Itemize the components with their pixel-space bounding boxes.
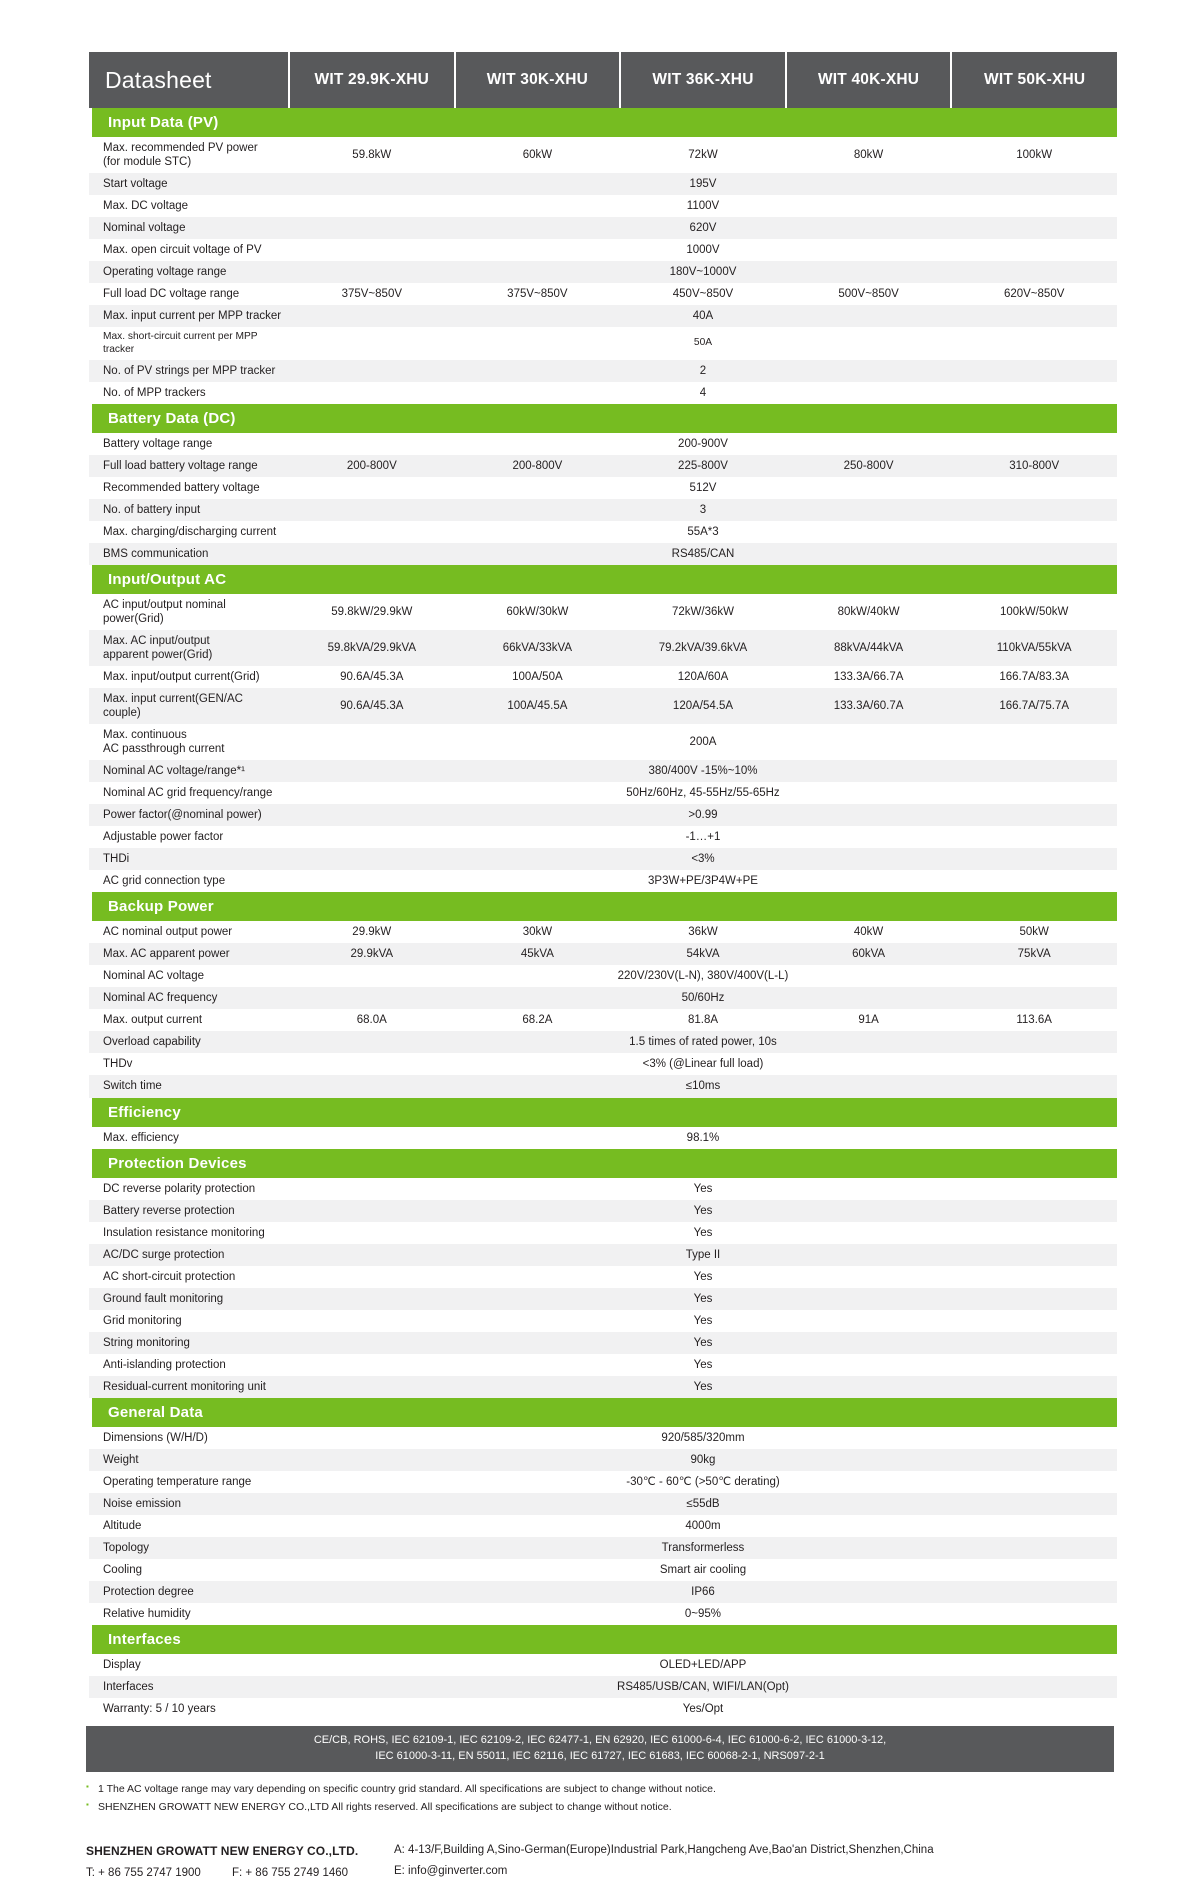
spec-row xyxy=(89,543,1117,565)
spec-row xyxy=(89,137,1117,173)
spec-value-all: >0.99 xyxy=(289,804,1117,826)
spec-value-2: 450V~850V xyxy=(672,288,734,301)
spec-row xyxy=(89,782,1117,804)
table-body xyxy=(89,52,1117,1720)
spec-label: Max. input current per MPP tracker xyxy=(89,305,289,327)
spec-row xyxy=(89,1332,1117,1354)
spec-row xyxy=(89,1127,1117,1149)
page-title: Datasheet xyxy=(89,52,289,108)
spec-label: Residual-current monitoring unit xyxy=(89,1376,289,1398)
note-item: ▪ 1 The AC voltage range may vary depending on specific country grid standard. All specifications are subject to change without notice. xyxy=(86,1781,1114,1799)
spec-label: Operating temperature range xyxy=(103,1475,252,1488)
spec-label: Nominal AC grid frequency/range xyxy=(103,787,273,800)
spec-value-all: 50/60Hz xyxy=(289,987,1117,1009)
spec-value-all: 620V xyxy=(289,217,1117,239)
spec-value-0: 68.0A xyxy=(356,1014,387,1027)
spec-value-all: Yes/Opt xyxy=(682,1702,724,1715)
section-header-row xyxy=(89,404,1117,433)
spec-value-all: 195V xyxy=(289,173,1117,195)
spec-row xyxy=(89,1031,1117,1053)
spec-row xyxy=(89,1581,1117,1603)
spec-value-all: 1000V xyxy=(686,244,720,257)
spec-value-4: 50kW xyxy=(1019,926,1049,939)
note-item: ▪ SHENZHEN GROWATT NEW ENERGY CO.,LTD All rights reserved. All specifications are subject to change without notice. xyxy=(86,1799,1114,1817)
spec-value-all: 3P3W+PE/3P4W+PE xyxy=(648,875,758,888)
spec-label: Protection degree xyxy=(89,1581,289,1603)
spec-value-all: RS485/USB/CAN, WIFI/LAN(Opt) xyxy=(289,1676,1117,1698)
spec-value-all: Yes xyxy=(289,1288,1117,1310)
spec-label: Max. AC input/output apparent power(Grid) xyxy=(89,630,289,666)
spec-value-0: 90.6A/45.3A xyxy=(289,688,455,724)
spec-row xyxy=(89,261,1117,283)
section-title: Input/Output AC xyxy=(89,565,1117,594)
spec-value-all: Yes xyxy=(693,1270,713,1283)
spec-value-all: IP66 xyxy=(289,1581,1117,1603)
spec-value-3: 60kVA xyxy=(786,943,952,965)
spec-value-1: 100A/45.5A xyxy=(455,688,621,724)
company-address: A: 4-13/F,Building A,Sino-German(Europe)Industrial Park,Hangcheng Ave,Bao'an District,Shenzhen,China xyxy=(394,1844,934,1857)
spec-value-all: Yes xyxy=(693,1182,713,1195)
spec-value-1: 60kW/30kW xyxy=(506,606,569,619)
spec-value-all: 380/400V -15%~10% xyxy=(289,760,1117,782)
section-title: Input Data (PV) xyxy=(89,108,1117,137)
spec-value-all: 98.1% xyxy=(686,1131,720,1144)
spec-label: AC short-circuit protection xyxy=(103,1270,236,1283)
spec-value-0: 200-800V xyxy=(289,455,455,477)
spec-value-4: 100kW xyxy=(1016,149,1053,161)
spec-label: String monitoring xyxy=(89,1332,289,1354)
spec-label: Recommended battery voltage xyxy=(103,482,260,495)
spec-value-3: 133.3A/66.7A xyxy=(833,671,904,684)
spec-value-0: 59.8kVA/29.9kVA xyxy=(289,630,455,666)
spec-value-all: 200A xyxy=(689,736,717,749)
spec-value-3: 91A xyxy=(858,1014,879,1027)
spec-label: Max. DC voltage xyxy=(103,200,189,213)
spec-label: Overload capability xyxy=(89,1031,289,1053)
spec-value-all: 2 xyxy=(289,360,1117,382)
spec-row xyxy=(89,1222,1117,1244)
spec-row xyxy=(89,688,1117,724)
spec-row xyxy=(89,477,1117,499)
spec-row xyxy=(89,1288,1117,1310)
spec-value-0: 375V~850V xyxy=(341,288,403,301)
spec-value-1: 60kW xyxy=(522,149,553,161)
spec-row xyxy=(89,760,1117,782)
spec-value-all: 920/585/320mm xyxy=(661,1431,745,1444)
spec-row xyxy=(89,826,1117,848)
spec-row xyxy=(89,848,1117,870)
page-footer xyxy=(86,1844,1114,1879)
spec-label: AC/DC surge protection xyxy=(89,1244,289,1266)
spec-value-0: 59.8kW xyxy=(352,149,392,161)
spec-label: Nominal AC frequency xyxy=(89,987,289,1009)
table-header-row xyxy=(89,52,1117,108)
section-title: Interfaces xyxy=(89,1625,1117,1654)
section-title: Efficiency xyxy=(89,1098,1117,1127)
section-header-row xyxy=(89,1398,1117,1427)
spec-label: Dimensions (W/H/D) xyxy=(103,1431,208,1444)
spec-value-all: 220V/230V(L-N), 380V/400V(L-L) xyxy=(617,970,789,983)
spec-row xyxy=(89,433,1117,455)
spec-label: Topology xyxy=(89,1537,289,1559)
spec-label: Max. charging/discharging current xyxy=(103,526,277,539)
spec-row xyxy=(89,1427,1117,1449)
spec-value-4: 75kVA xyxy=(951,943,1117,965)
spec-label: Cooling xyxy=(103,1563,142,1576)
footer-left xyxy=(86,1844,386,1879)
spec-value-all: 512V xyxy=(689,482,717,495)
spec-row xyxy=(89,1654,1117,1676)
spec-row xyxy=(89,1698,1117,1720)
spec-row xyxy=(89,965,1117,987)
section-title: Backup Power xyxy=(89,892,1117,921)
spec-row xyxy=(89,360,1117,382)
spec-value-3: 500V~850V xyxy=(838,288,899,301)
spec-label: Full load battery voltage range xyxy=(89,455,289,477)
spec-value-3: 80kW xyxy=(853,149,884,161)
spec-label: Interfaces xyxy=(89,1676,289,1698)
spec-value-2: 72kW xyxy=(688,149,718,161)
spec-value-all: Yes xyxy=(693,1314,713,1327)
spec-value-all: 1100V xyxy=(686,200,720,213)
spec-label: BMS communication xyxy=(89,543,289,565)
footer-right xyxy=(386,1844,1114,1879)
spec-value-all: 55A*3 xyxy=(687,526,719,539)
spec-value-4: 166.7A/75.7A xyxy=(951,688,1117,724)
spec-label: Noise emission xyxy=(89,1493,289,1515)
spec-label: No. of battery input xyxy=(89,499,289,521)
spec-row xyxy=(89,1559,1117,1581)
spec-value-all: ≤10ms xyxy=(289,1075,1117,1097)
spec-row xyxy=(89,1354,1117,1376)
spec-value-all: Yes xyxy=(289,1332,1117,1354)
spec-row xyxy=(89,1178,1117,1200)
spec-value-4: 166.7A/83.3A xyxy=(999,671,1070,684)
spec-row xyxy=(89,521,1117,543)
spec-row xyxy=(89,1676,1117,1698)
spec-label: Operating voltage range xyxy=(89,261,289,283)
spec-value-2: 72kW/36kW xyxy=(671,606,734,619)
spec-value-0: 59.8kW/29.9kW xyxy=(331,606,413,619)
spec-label: AC nominal output power xyxy=(103,926,233,939)
spec-label: Nominal AC voltage xyxy=(103,970,204,983)
spec-row xyxy=(89,305,1117,327)
telephone: T: + 86 755 2747 1900 xyxy=(86,1867,201,1879)
spec-value-all: Yes xyxy=(289,1200,1117,1222)
spec-value-3: 40kW xyxy=(853,926,884,939)
spec-value-all: Yes xyxy=(289,1376,1117,1398)
model-column-header-4: WIT 50K-XHU xyxy=(951,52,1117,108)
spec-value-all: -1…+1 xyxy=(685,831,721,844)
spec-value-all: 3 xyxy=(289,499,1117,521)
spec-row xyxy=(89,327,1117,360)
spec-value-all: 4 xyxy=(699,387,707,400)
spec-row xyxy=(89,921,1117,943)
spec-value-2: 120A/54.5A xyxy=(620,688,786,724)
spec-label: Max. AC apparent power xyxy=(89,943,289,965)
spec-value-1: 30kW xyxy=(522,926,553,939)
spec-value-all: 50A xyxy=(693,337,713,349)
certifications-bar xyxy=(86,1726,1114,1772)
spec-value-all: Yes xyxy=(693,1358,713,1371)
spec-label: Max. input/output current(Grid) xyxy=(103,671,260,684)
spec-value-2: 225-800V xyxy=(620,455,786,477)
spec-value-4: 113.6A xyxy=(1016,1014,1052,1027)
spec-label: Full load DC voltage range xyxy=(103,288,240,301)
spec-value-all: <3% xyxy=(289,848,1117,870)
spec-row xyxy=(89,1075,1117,1097)
spec-row xyxy=(89,382,1117,404)
spec-label: THDi xyxy=(89,848,289,870)
spec-value-all: 50Hz/60Hz, 45-55Hz/55-65Hz xyxy=(626,787,780,800)
contact-phone xyxy=(86,1867,386,1879)
spec-row xyxy=(89,499,1117,521)
spec-value-all: OLED+LED/APP xyxy=(659,1658,747,1671)
spec-row xyxy=(89,1603,1117,1625)
spec-label: Battery voltage range xyxy=(103,438,213,451)
spec-label: No. of MPP trackers xyxy=(103,387,206,400)
spec-value-1: 68.2A xyxy=(522,1014,553,1027)
spec-row xyxy=(89,1537,1117,1559)
spec-value-all: Type II xyxy=(289,1244,1117,1266)
spec-value-4: 620V~850V xyxy=(1003,288,1065,301)
spec-row xyxy=(89,1310,1117,1332)
company-email: E: info@ginverter.com xyxy=(394,1865,508,1878)
spec-value-all: <3% (@Linear full load) xyxy=(642,1058,764,1071)
spec-value-2: 120A/60A xyxy=(677,671,729,684)
spec-label: Altitude xyxy=(103,1519,142,1532)
spec-label: Anti-islanding protection xyxy=(103,1358,226,1371)
spec-value-2: 79.2kVA/39.6kVA xyxy=(620,630,786,666)
spec-row xyxy=(89,804,1117,826)
spec-value-4: 310-800V xyxy=(951,455,1117,477)
spec-value-1: 375V~850V xyxy=(507,288,568,301)
spec-row xyxy=(89,173,1117,195)
spec-label: AC grid connection type xyxy=(103,875,226,888)
spec-value-all: 90kg xyxy=(289,1449,1117,1471)
spec-label: Warranty: 5 / 10 years xyxy=(103,1702,216,1715)
model-column-header-1: WIT 30K-XHU xyxy=(455,52,621,108)
spec-value-3: 80kW/40kW xyxy=(837,606,900,619)
spec-value-all: Yes xyxy=(693,1226,713,1239)
section-header-row xyxy=(89,892,1117,921)
section-header-row xyxy=(89,108,1117,137)
spec-value-all: Transformerless xyxy=(289,1537,1117,1559)
spec-value-1: 45kVA xyxy=(455,943,621,965)
spec-label: AC input/output nominal power(Grid) xyxy=(103,599,226,626)
spec-row xyxy=(89,1244,1117,1266)
spec-row xyxy=(89,1266,1117,1288)
spec-label: Ground fault monitoring xyxy=(89,1288,289,1310)
spec-row xyxy=(89,1493,1117,1515)
spec-label: Switch time xyxy=(89,1075,289,1097)
spec-row xyxy=(89,630,1117,666)
spec-value-0: 29.9kW xyxy=(352,926,392,939)
spec-value-2: 81.8A xyxy=(687,1014,719,1027)
section-header-row xyxy=(89,1098,1117,1127)
spec-row xyxy=(89,987,1117,1009)
spec-value-all: 4000m xyxy=(685,1519,721,1532)
spec-row xyxy=(89,870,1117,892)
spec-row xyxy=(89,283,1117,305)
spec-value-4: 110kVA/55kVA xyxy=(951,630,1117,666)
section-title: Protection Devices xyxy=(89,1149,1117,1178)
spec-value-4: 100kW/50kW xyxy=(999,606,1069,619)
spec-value-all: 40A xyxy=(289,305,1117,327)
spec-value-all: 200-900V xyxy=(678,438,728,451)
spec-label: Power factor(@nominal power) xyxy=(89,804,289,826)
spec-row xyxy=(89,666,1117,688)
spec-label: Grid monitoring xyxy=(103,1314,182,1327)
spec-label: Adjustable power factor xyxy=(103,831,224,844)
spec-value-all: 180V~1000V xyxy=(289,261,1117,283)
spec-label: Max. efficiency xyxy=(103,1131,179,1144)
model-column-header-3: WIT 40K-XHU xyxy=(786,52,952,108)
spec-row xyxy=(89,1449,1117,1471)
spec-value-0: 90.6A/45.3A xyxy=(340,671,404,684)
spec-row xyxy=(89,455,1117,477)
section-header-row xyxy=(89,1625,1117,1654)
spec-row xyxy=(89,943,1117,965)
spec-value-all: -30℃ - 60℃ (>50℃ derating) xyxy=(626,1475,780,1488)
spec-value-3: 133.3A/60.7A xyxy=(786,688,952,724)
model-column-header-0: WIT 29.9K-XHU xyxy=(289,52,455,108)
spec-value-all: 1.5 times of rated power, 10s xyxy=(289,1031,1117,1053)
spec-label: Max. recommended PV power (for module STC) xyxy=(103,142,258,169)
spec-label: Start voltage xyxy=(89,173,289,195)
spec-row xyxy=(89,1471,1117,1493)
spec-label: THDv xyxy=(103,1058,133,1071)
company-name: SHENZHEN GROWATT NEW ENERGY CO.,LTD. xyxy=(86,1844,359,1859)
spec-label: Insulation resistance monitoring xyxy=(103,1226,265,1239)
spec-label: Max. open circuit voltage of PV xyxy=(103,244,262,257)
spec-value-1: 100A/50A xyxy=(512,671,563,684)
spec-row xyxy=(89,195,1117,217)
spec-label: Max. short-circuit current per MPP tracker xyxy=(103,331,258,355)
spec-row xyxy=(89,1200,1117,1222)
spec-value-all: Smart air cooling xyxy=(659,1563,747,1576)
spec-label: Max. output current xyxy=(103,1014,203,1027)
certifications-text: CE/CB, ROHS, IEC 62109-1, IEC 62109-2, IEC 62477-1, EN 62920, IEC 61000-6-4, IEC 61000-6-2, IEC 61000-3-12, IEC 61000-3-11, EN 55011, IEC 62116, IEC 61727, IEC 61683, IEC 60068-2-1, NRS097-2-1 xyxy=(313,1733,887,1762)
spec-label: DC reverse polarity protection xyxy=(103,1182,256,1195)
spec-row xyxy=(89,594,1117,630)
notes-block xyxy=(86,1781,1114,1817)
spec-value-all: RS485/CAN xyxy=(289,543,1117,565)
spec-value-1: 200-800V xyxy=(455,455,621,477)
spec-value-3: 250-800V xyxy=(786,455,952,477)
spec-label: Relative humidity xyxy=(103,1607,191,1620)
spec-label: Max. input current(GEN/AC couple) xyxy=(89,688,289,724)
spec-value-3: 88kVA/44kVA xyxy=(786,630,952,666)
spec-value-2: 36kW xyxy=(688,926,718,939)
spec-row xyxy=(89,239,1117,261)
spec-row xyxy=(89,1376,1117,1398)
spec-label: Battery reverse protection xyxy=(89,1200,289,1222)
spec-row xyxy=(89,1053,1117,1075)
section-header-row xyxy=(89,1149,1117,1178)
spec-label: Weight xyxy=(89,1449,289,1471)
spec-label: Display xyxy=(103,1658,141,1671)
spec-label: Max. continuous AC passthrough current xyxy=(103,729,225,756)
spec-row xyxy=(89,1009,1117,1031)
model-column-header-2: WIT 36K-XHU xyxy=(620,52,786,108)
spec-value-all: ≤55dB xyxy=(289,1493,1117,1515)
fax: F: + 86 755 2749 1460 xyxy=(231,1867,349,1879)
spec-value-2: 54kVA xyxy=(620,943,786,965)
spec-value-1: 66kVA/33kVA xyxy=(455,630,621,666)
spec-label: Nominal AC voltage/range*¹ xyxy=(89,760,289,782)
spec-label: Nominal voltage xyxy=(89,217,289,239)
spec-label: No. of PV strings per MPP tracker xyxy=(89,360,289,382)
spec-value-0: 29.9kVA xyxy=(289,943,455,965)
spec-row xyxy=(89,724,1117,760)
section-title: General Data xyxy=(89,1398,1117,1427)
specifications-table xyxy=(86,52,1117,1720)
spec-row xyxy=(89,217,1117,239)
spec-row xyxy=(89,1515,1117,1537)
section-header-row xyxy=(89,565,1117,594)
spec-value-all: 0~95% xyxy=(684,1607,722,1620)
section-title: Battery Data (DC) xyxy=(89,404,1117,433)
